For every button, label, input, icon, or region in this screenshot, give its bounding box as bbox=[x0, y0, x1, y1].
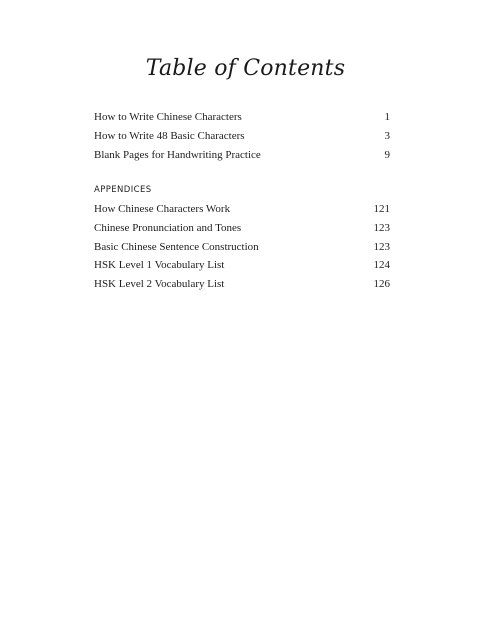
toc-entry-label: HSK Level 2 Vocabulary List bbox=[94, 278, 225, 291]
toc-entry-label: How to Write Chinese Characters bbox=[94, 111, 242, 123]
toc-entry[interactable] bbox=[94, 219, 390, 238]
toc-entry-page: 1 bbox=[384, 111, 390, 123]
toc-entry-page: 9 bbox=[384, 148, 390, 161]
toc-entry-label: HSK Level 1 Vocabulary List bbox=[94, 259, 225, 272]
toc-entry[interactable] bbox=[94, 275, 390, 294]
toc-entry-label: Chinese Pronunciation and Tones bbox=[94, 221, 242, 234]
toc-entry-page: 124 bbox=[373, 259, 390, 272]
appendices-heading: APPENDICES bbox=[94, 185, 152, 195]
page-title: Table of Contents bbox=[145, 56, 346, 81]
toc-entry[interactable] bbox=[94, 146, 390, 165]
toc-entry-page: 121 bbox=[373, 203, 390, 215]
toc-entry[interactable] bbox=[94, 127, 390, 146]
toc-entry-page: 3 bbox=[384, 129, 390, 142]
toc-appendices-section bbox=[94, 183, 390, 294]
toc-entry-label: How to Write 48 Basic Characters bbox=[94, 129, 245, 142]
toc-entry[interactable] bbox=[94, 108, 390, 127]
toc-main-list bbox=[94, 108, 390, 164]
toc-entry-label: Blank Pages for Handwriting Practice bbox=[94, 148, 261, 161]
toc-entry[interactable] bbox=[94, 200, 390, 219]
toc-entry-page: 123 bbox=[373, 240, 390, 253]
toc-entry-label: Basic Chinese Sentence Construction bbox=[94, 240, 259, 253]
toc-entry-label: How Chinese Characters Work bbox=[94, 203, 231, 215]
toc-entry[interactable] bbox=[94, 238, 390, 257]
toc-entry-page: 123 bbox=[373, 221, 390, 234]
toc-entry[interactable] bbox=[94, 256, 390, 275]
toc-entry-page: 126 bbox=[373, 278, 390, 291]
